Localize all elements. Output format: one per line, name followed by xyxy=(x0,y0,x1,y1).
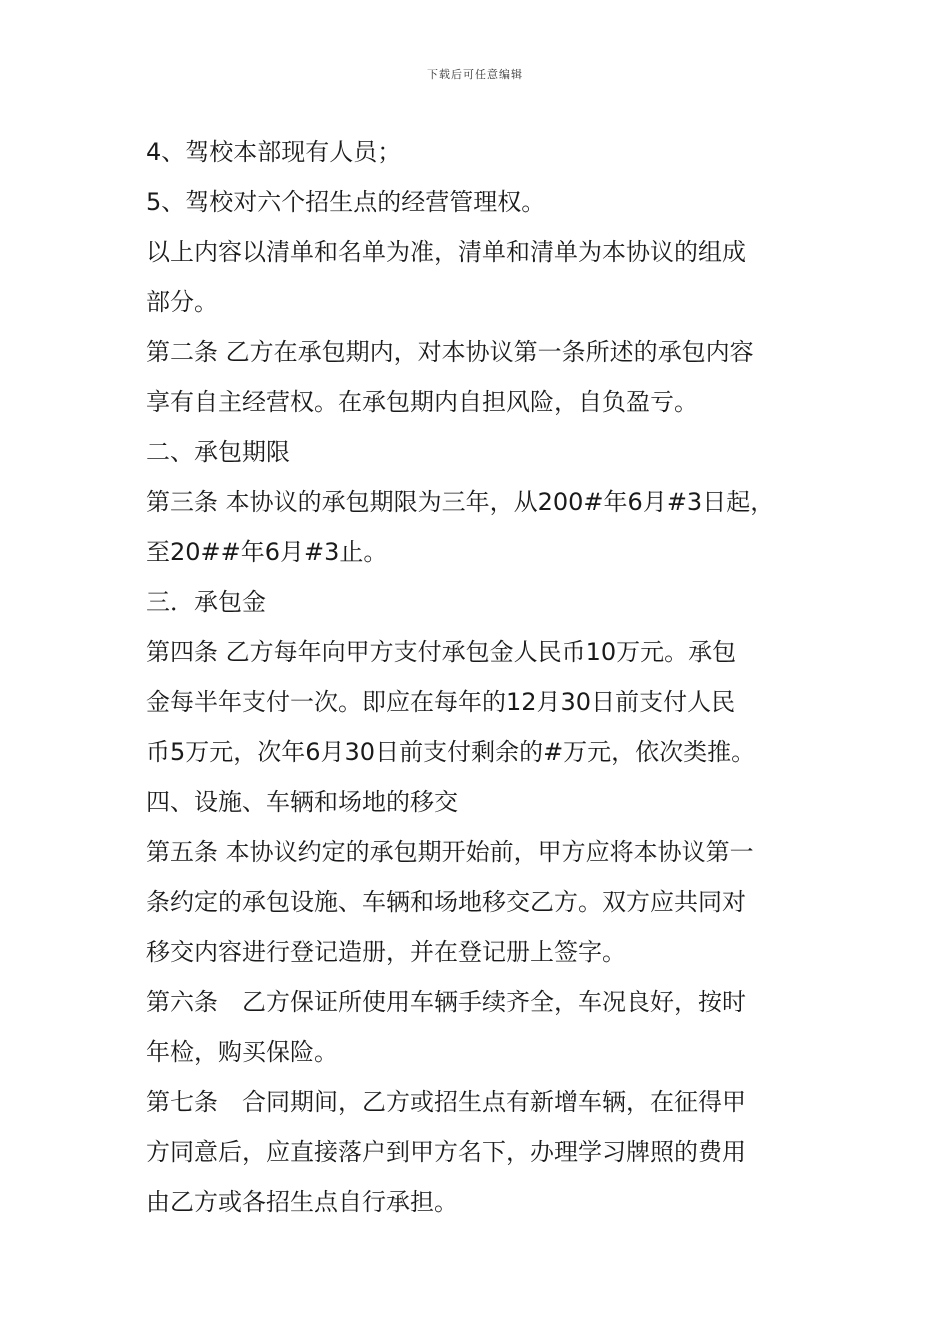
body-line: 第四条 乙方每年向甲方支付承包金人民币10万元。承包 xyxy=(146,638,737,666)
body-line: 4、驾校本部现有人员； xyxy=(146,138,402,166)
section-heading: 三．承包金 xyxy=(146,588,266,616)
body-line: 金每半年支付一次。即应在每年的12月30日前支付人民 xyxy=(146,688,736,716)
body-line: 以上内容以清单和名单为准，清单和清单为本协议的组成 xyxy=(146,238,746,266)
body-line: 5、驾校对六个招生点的经营管理权。 xyxy=(146,188,546,216)
body-line: 第七条 合同期间，乙方或招生点有新增车辆，在征得甲 xyxy=(146,1088,746,1116)
body-line: 移交内容进行登记造册，并在登记册上签字。 xyxy=(146,938,626,966)
document-body xyxy=(146,127,846,1227)
body-line: 第三条 本协议的承包期限为三年，从200#年6月#3日起， xyxy=(146,488,775,516)
body-line: 由乙方或各招生点自行承担。 xyxy=(146,1188,458,1216)
body-line: 至20##年6月#3止。 xyxy=(146,538,388,566)
body-line: 第六条 乙方保证所使用车辆手续齐全，车况良好，按时 xyxy=(146,988,746,1016)
page-header: 下载后可任意编辑 xyxy=(427,68,523,81)
body-line: 条约定的承包设施、车辆和场地移交乙方。双方应共同对 xyxy=(146,888,746,916)
section-heading: 二、承包期限 xyxy=(146,438,290,466)
body-line: 年检，购买保险。 xyxy=(146,1038,338,1066)
body-line: 币5万元，次年6月30日前支付剩余的#万元，依次类推。 xyxy=(146,738,756,766)
body-line: 部分。 xyxy=(146,288,218,316)
body-line: 享有自主经营权。在承包期内自担风险，自负盈亏。 xyxy=(146,388,698,416)
section-heading: 四、设施、车辆和场地的移交 xyxy=(146,788,458,816)
body-line: 第五条 本协议约定的承包期开始前，甲方应将本协议第一 xyxy=(146,838,754,866)
body-line: 第二条 乙方在承包期内，对本协议第一条所述的承包内容 xyxy=(146,338,754,366)
body-line: 方同意后，应直接落户到甲方名下，办理学习牌照的费用 xyxy=(146,1138,746,1166)
